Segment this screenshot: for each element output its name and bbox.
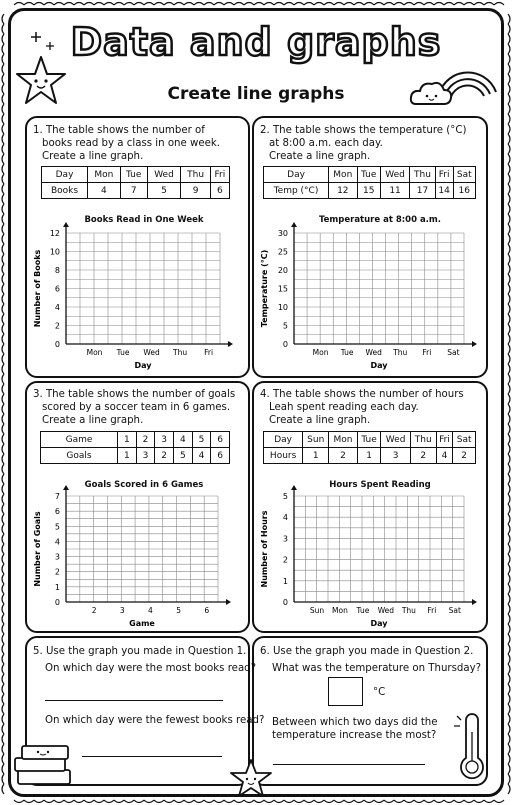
table-header-cell: Thu <box>410 432 436 448</box>
books-icon <box>12 740 76 792</box>
x-tick-label: 4 <box>148 606 153 615</box>
table-header-cell: Tue <box>357 167 380 183</box>
table-header-cell: Sat <box>453 167 476 183</box>
table-cell: 6 <box>210 183 229 199</box>
rainbow-cloud-icon <box>408 52 500 110</box>
question-3-table <box>40 431 230 464</box>
y-tick-label: 5 <box>54 522 60 532</box>
y-axis-label: Number of Goals <box>33 511 42 587</box>
y-tick-label: 12 <box>49 229 60 238</box>
chart-2-title: Temperature at 8:00 a.m. <box>318 215 441 225</box>
x-tick-label: Mon <box>86 348 103 357</box>
y-tick-label: 2 <box>54 567 60 577</box>
x-tick-label: Tue <box>356 606 370 615</box>
y-axis-label: Temperature (°C) <box>260 249 269 328</box>
y-axis-label: Number of Hours <box>260 510 269 588</box>
star-icon-bottom <box>228 758 274 798</box>
x-tick-label: Sat <box>447 348 460 357</box>
table-header-cell: Day <box>264 167 329 183</box>
question-2-text: 2. The table shows the temperature (°C) at 8:00 a.m. each day. Create a line graph. <box>260 125 467 162</box>
table-cell: 15 <box>357 183 380 199</box>
x-tick-label: Mon <box>312 348 329 357</box>
y-tick-label: 0 <box>282 598 288 607</box>
answer-line-5a[interactable] <box>45 700 223 701</box>
x-tick-label: 5 <box>176 606 181 615</box>
table-cell: 2 <box>155 448 174 464</box>
page-subtitle: Create line graphs <box>167 84 345 104</box>
x-axis-arrow <box>472 341 477 347</box>
y-tick-label: 25 <box>277 247 288 257</box>
table-header-cell: Game <box>41 432 118 448</box>
table-header-cell: Fri <box>210 167 229 183</box>
table-header-cell: 4 <box>173 432 192 448</box>
question-2-table <box>263 166 476 199</box>
table-cell: 5 <box>173 448 192 464</box>
question-4-table <box>263 431 476 464</box>
y-tick-label: 5 <box>282 492 288 501</box>
table-cell: 16 <box>453 183 476 199</box>
table-cell: 1 <box>357 448 380 464</box>
table-header-cell: Day <box>42 167 88 183</box>
x-axis-arrow <box>228 341 233 347</box>
y-tick-label: 0 <box>282 340 288 349</box>
y-tick-label: 4 <box>282 513 288 523</box>
table-cell: 3 <box>381 448 411 464</box>
x-axis-label: Day <box>370 361 388 370</box>
y-tick-label: 2 <box>54 321 60 331</box>
table-header-cell: 2 <box>136 432 155 448</box>
x-axis-arrow <box>472 599 477 605</box>
y-tick-label: 4 <box>54 303 60 312</box>
y-axis-label: Number of Books <box>33 249 42 328</box>
x-tick-label: 6 <box>204 606 210 615</box>
table-header-cell: 6 <box>211 432 230 448</box>
x-axis-label: Day <box>134 361 152 370</box>
table-cell: 11 <box>380 183 409 199</box>
thermometer-icon <box>452 712 492 784</box>
y-tick-label: 5 <box>282 321 288 331</box>
question-3-text: 3. The table shows the number of goals scored by a soccer team in 6 games. Create a line graph. <box>33 389 236 426</box>
x-tick-label: Tue <box>116 348 130 357</box>
x-tick-label: Fri <box>427 606 437 615</box>
chart-1 <box>28 226 248 376</box>
y-tick-label: 7 <box>54 492 60 501</box>
table-cell: Books <box>42 183 88 199</box>
x-axis-label: Day <box>370 619 388 628</box>
x-tick-label: Mon <box>332 606 348 615</box>
chart-4-title: Hours Spent Reading <box>329 480 431 490</box>
y-tick-label: 2 <box>282 555 288 565</box>
y-tick-label: 6 <box>54 284 60 294</box>
x-tick-label: Sat <box>448 606 461 615</box>
y-tick-label: 1 <box>282 576 288 586</box>
table-header-cell: Wed <box>380 167 409 183</box>
y-tick-label: 6 <box>54 507 60 517</box>
question-1-table <box>41 166 230 199</box>
question-4-text: 4. The table shows the number of hours Leah spent reading each day. Create a line graph. <box>260 389 464 426</box>
y-tick-label: 30 <box>277 229 288 238</box>
table-cell: 3 <box>136 448 155 464</box>
table-header-cell: Wed <box>147 167 181 183</box>
y-tick-label: 3 <box>54 552 60 562</box>
table-cell: 4 <box>192 448 211 464</box>
table-header-cell: Mon <box>329 432 358 448</box>
y-tick-label: 20 <box>277 266 288 275</box>
y-tick-label: 0 <box>54 340 60 349</box>
x-axis-label: Game <box>129 619 155 628</box>
table-header-cell: Sat <box>453 432 476 448</box>
table-header-cell: 5 <box>192 432 211 448</box>
x-tick-label: Sun <box>309 606 325 615</box>
table-cell: 14 <box>435 183 453 199</box>
x-tick-label: Thu <box>173 348 188 357</box>
table-header-cell: Wed <box>381 432 411 448</box>
x-tick-label: Fri <box>422 348 432 357</box>
sparkle-icon <box>28 30 58 54</box>
table-cell: 12 <box>329 183 357 199</box>
x-tick-label: Thu <box>401 606 416 615</box>
chart-3 <box>28 489 248 629</box>
y-tick-label: 4 <box>54 537 60 547</box>
table-cell: 2 <box>329 448 358 464</box>
question-6-text: 6. Use the graph you made in Question 2. What was the temperature on Thursday? <box>260 646 482 674</box>
question-1-text: 1. The table shows the number of books read by a class in one week. Create a line graph. <box>33 125 221 162</box>
question-6-text-2: Between which two days did the temperature increase the most? <box>272 717 438 741</box>
y-tick-label: 1 <box>54 582 60 592</box>
table-header-cell: Thu <box>410 167 436 183</box>
table-header-cell: Thu <box>181 167 210 183</box>
y-tick-label: 0 <box>54 598 60 607</box>
answer-line-6[interactable] <box>273 764 425 765</box>
chart-4 <box>255 489 485 629</box>
table-cell: 4 <box>88 183 121 199</box>
table-header-cell: 3 <box>155 432 174 448</box>
page-title: Data and graphs <box>70 20 442 64</box>
table-header-cell: Mon <box>88 167 121 183</box>
x-tick-label: Fri <box>204 348 214 357</box>
table-header-cell: Mon <box>329 167 357 183</box>
table-cell: 2 <box>453 448 476 464</box>
table-header-cell: Sun <box>303 432 329 448</box>
table-header-cell: Tue <box>120 167 147 183</box>
table-cell: 9 <box>181 183 210 199</box>
question-5-text-2: On which day were the fewest books read? <box>45 715 265 726</box>
table-header-cell: Day <box>264 432 303 448</box>
star-icon <box>14 54 68 108</box>
table-cell: 17 <box>410 183 436 199</box>
table-cell: 7 <box>120 183 147 199</box>
table-cell: 4 <box>436 448 453 464</box>
table-cell: 1 <box>118 448 137 464</box>
y-tick-label: 10 <box>49 247 60 257</box>
answer-line-5b[interactable] <box>82 756 222 757</box>
table-header-cell: Fri <box>435 167 453 183</box>
chart-3-title: Goals Scored in 6 Games <box>84 480 204 490</box>
chart-2 <box>255 226 485 376</box>
y-tick-label: 10 <box>277 303 288 312</box>
x-tick-label: Wed <box>377 606 395 615</box>
x-axis-arrow <box>226 599 231 605</box>
table-cell: Hours <box>264 448 303 464</box>
table-cell: Goals <box>41 448 118 464</box>
table-cell: Temp (°C) <box>264 183 329 199</box>
y-tick-label: 15 <box>277 284 288 294</box>
x-tick-label: Tue <box>340 348 354 357</box>
question-5-text: 5. Use the graph you made in Question 1. On which day were the most books read? <box>33 646 257 674</box>
y-tick-label: 8 <box>54 266 60 275</box>
x-tick-label: 2 <box>91 606 97 615</box>
x-tick-label: 3 <box>119 606 125 615</box>
table-cell: 6 <box>211 448 230 464</box>
table-cell: 2 <box>410 448 436 464</box>
table-header-cell: Tue <box>357 432 380 448</box>
chart-1-title: Books Read in One Week <box>84 215 204 225</box>
table-header-cell: Fri <box>436 432 453 448</box>
table-cell: 5 <box>147 183 181 199</box>
temperature-unit: °C <box>373 687 386 698</box>
y-tick-label: 3 <box>282 534 288 544</box>
table-header-cell: 1 <box>118 432 137 448</box>
table-cell: 1 <box>303 448 329 464</box>
x-tick-label: Wed <box>143 348 160 357</box>
x-tick-label: Wed <box>365 348 382 357</box>
temperature-answer-box[interactable] <box>328 677 363 706</box>
x-tick-label: Thu <box>393 348 408 357</box>
